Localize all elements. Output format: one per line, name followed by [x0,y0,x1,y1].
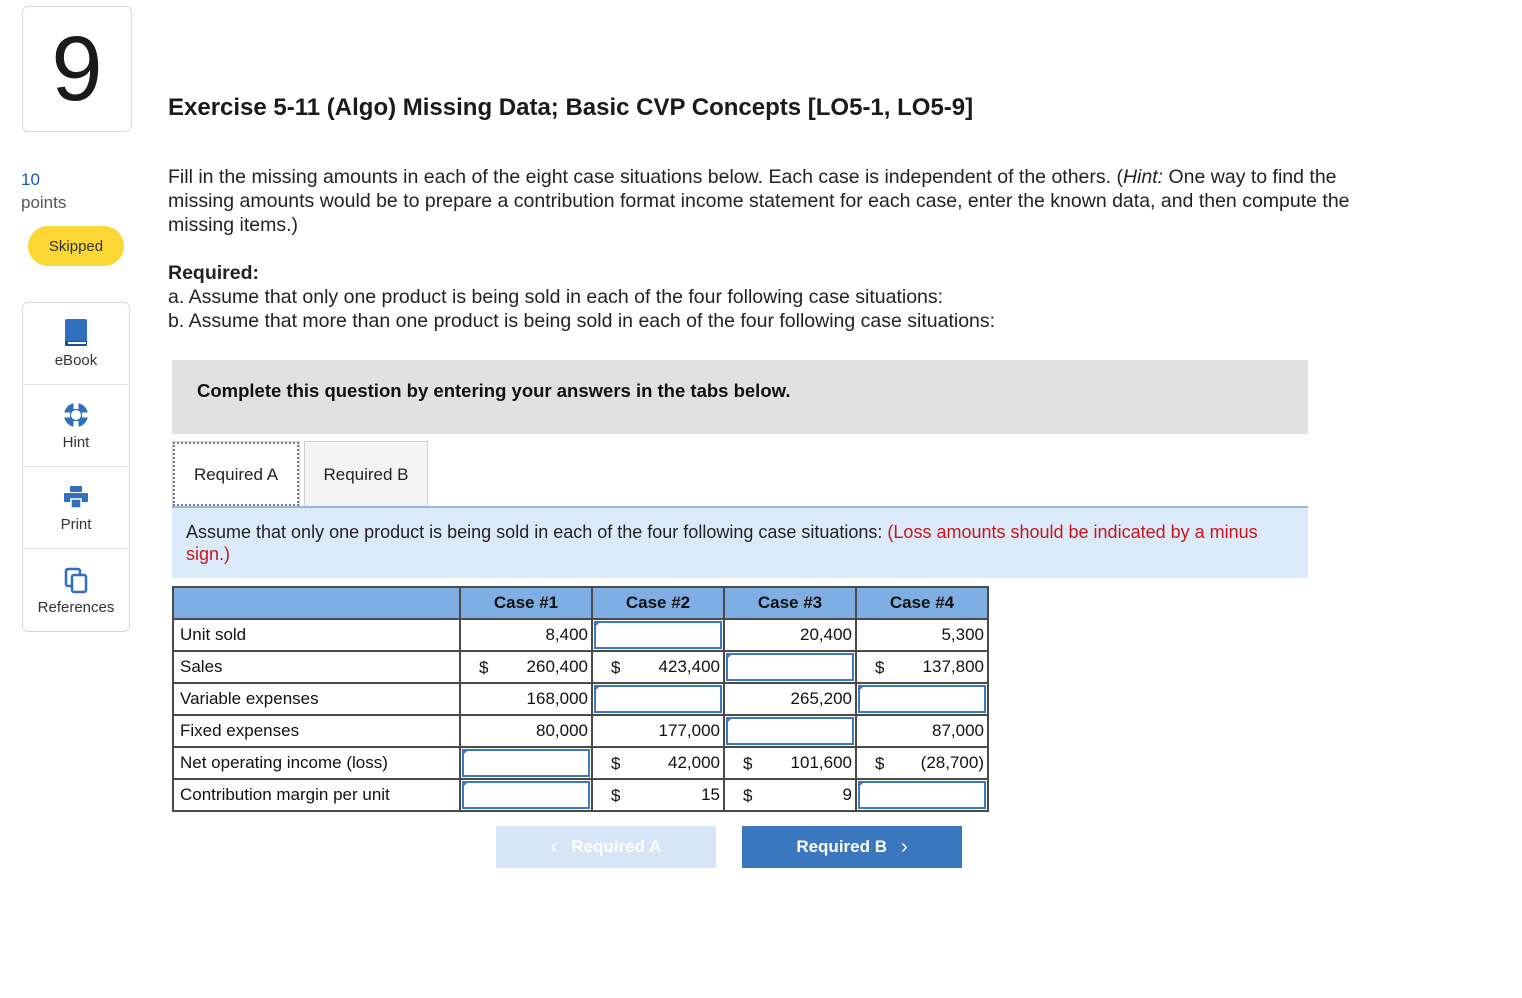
required-a-text: a. Assume that only one product is being sold in each of the four following case situations: [168,286,944,308]
header-case-2: Case #2 [592,587,724,619]
book-icon [63,318,89,348]
exercise-intro [168,165,1398,237]
value-cell [460,683,592,715]
answer-input[interactable] [594,621,722,649]
answer-cell [724,651,856,683]
chevron-right-icon: › [901,835,908,858]
table-row [173,779,988,811]
answer-input[interactable] [726,653,854,681]
row-label: Fixed expenses [173,715,460,747]
currency-symbol: $ [611,754,621,773]
points-value: 10 [21,170,40,189]
required-section [168,261,1398,333]
row-label: Contribution margin per unit [173,779,460,811]
cell-value: 177,000 [658,721,720,740]
ebook-button[interactable] [23,303,129,385]
instruction-note: (Loss amounts should be indicated by a minus sign.) [186,522,1258,564]
value-cell [856,651,988,683]
answer-cell [856,779,988,811]
header-corner [173,587,460,619]
cell-value: 101,600 [790,753,852,772]
header-case-3: Case #3 [724,587,856,619]
print-label: Print [60,516,92,533]
currency-symbol: $ [611,658,621,677]
input-flag-icon [594,621,601,628]
table-row [173,619,988,651]
answer-cell [592,683,724,715]
next-required-label: Required B [796,837,887,856]
value-cell [724,619,856,651]
answer-cell [592,619,724,651]
cell-value: 168,000 [526,689,588,708]
table-header-row [173,587,988,619]
intro-hint-word: Hint: [1122,166,1164,188]
row-label: Net operating income (loss) [173,747,460,779]
answer-cell [460,747,592,779]
copy-icon [63,565,89,595]
row-label: Unit sold [173,619,460,651]
row-label: Sales [173,651,460,683]
input-flag-icon [858,781,865,788]
value-cell [592,779,724,811]
instruction-text: Assume that only one product is being sold in each of the four following case situations: [186,522,888,542]
header-case-1: Case #1 [460,587,592,619]
value-cell [724,779,856,811]
status-badge: Skipped [28,226,124,266]
points-label: points [21,193,67,212]
exercise-title: Exercise 5-11 (Algo) Missing Data; Basic CVP Concepts [LO5-1, LO5-9] [168,94,974,121]
input-flag-icon [594,685,601,692]
value-cell [592,715,724,747]
next-required-button[interactable] [742,826,962,868]
question-number: 9 [22,6,132,132]
answer-input[interactable] [462,749,590,777]
print-button[interactable] [23,467,129,549]
row-label: Variable expenses [173,683,460,715]
instructions-banner: Complete this question by entering your answers in the tabs below. [172,360,1308,434]
ebook-label: eBook [54,352,98,369]
value-cell [460,619,592,651]
printer-icon [62,482,90,512]
cell-value: 80,000 [536,721,588,740]
value-cell [460,651,592,683]
answer-cell [460,779,592,811]
value-cell [460,715,592,747]
chevron-left-icon: ‹ [550,835,558,858]
value-cell [856,619,988,651]
answer-input[interactable] [858,781,986,809]
tab-instruction [172,508,1308,578]
input-flag-icon [726,653,733,660]
header-case-4: Case #4 [856,587,988,619]
required-b-text: b. Assume that more than one product is being sold in each of the four following case situations: [168,310,996,332]
currency-symbol: $ [611,786,621,805]
answer-input[interactable] [726,717,854,745]
value-cell [856,715,988,747]
tab-required-b[interactable]: Required B [304,441,428,507]
cell-value: 5,300 [941,625,984,644]
answer-input[interactable] [462,781,590,809]
value-cell [724,683,856,715]
table-row [173,715,988,747]
input-flag-icon [726,717,733,724]
cell-value: 8,400 [545,625,588,644]
lifebuoy-icon [62,400,90,430]
required-heading: Required: [168,262,260,284]
prev-required-label: Required A [571,837,662,856]
value-cell [856,747,988,779]
currency-symbol: $ [875,658,885,677]
cvp-table [172,586,989,812]
prev-required-button[interactable] [496,826,716,868]
points-indicator [21,168,66,214]
tab-bar [172,441,428,507]
table-row [173,747,988,779]
input-flag-icon [462,781,469,788]
currency-symbol: $ [479,658,489,677]
cell-value: 423,400 [658,657,720,676]
hint-button[interactable] [23,385,129,467]
intro-text-end: One way to find the missing amounts would be to prepare a contribution format income statement for each case, enter the known data, and then compute the missing items.) [168,166,1350,236]
cell-value: 265,200 [790,689,852,708]
cell-value: 9 [842,785,852,804]
answer-input[interactable] [858,685,986,713]
value-cell [592,651,724,683]
cell-value: 15 [701,785,720,804]
references-button[interactable] [23,549,129,631]
references-label: References [37,598,115,616]
table-body [173,619,988,811]
table-row [173,651,988,683]
answer-cell [724,715,856,747]
intro-text-start: Fill in the missing amounts in each of the eight case situations below. Each case is independent of the others. ( [168,166,1123,188]
value-cell [724,747,856,779]
currency-symbol: $ [743,754,753,773]
currency-symbol: $ [743,786,753,805]
value-cell [592,747,724,779]
input-flag-icon [858,685,865,692]
hint-label: Hint [62,434,90,451]
cell-value: 260,400 [526,657,588,676]
tab-required-a[interactable]: Required A [172,441,300,507]
cell-value: 87,000 [932,721,984,740]
currency-symbol: $ [875,754,885,773]
answer-input[interactable] [594,685,722,713]
cell-value: 42,000 [668,753,720,772]
cell-value: 20,400 [800,625,852,644]
table-row [173,683,988,715]
input-flag-icon [462,749,469,756]
cell-value: 137,800 [922,657,984,676]
tool-panel [22,302,130,632]
cell-value: (28,700) [920,753,984,772]
answer-cell [856,683,988,715]
